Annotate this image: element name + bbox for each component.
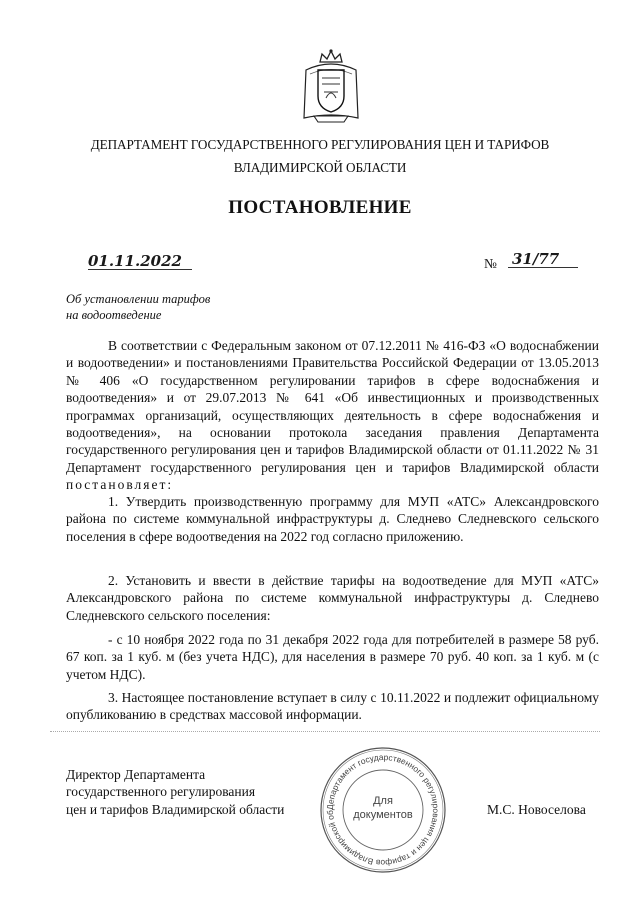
signatory-position	[66, 766, 284, 818]
position-line1: Директор Департамента	[66, 767, 206, 782]
department-name-line2: ВЛАДИМИРСКОЙ ОБЛАСТИ	[233, 160, 407, 175]
stamp-center-line1: Для	[373, 795, 393, 807]
document-subject	[66, 291, 210, 323]
item-2-paragraph	[66, 572, 599, 624]
item-1-text: 1. Утвердить производственную программу для МУП «АТС» Александровского района по системе коммунальной инфраструктуры д. Следнево Следневского сельского поселения в сфере водоотведения на 2022 год согласно приложению.	[66, 494, 599, 544]
item-3-text: 3. Настоящее постановление вступает в силу с 10.11.2022 и подлежит официальному опубликованию в средствах массовой информации.	[66, 690, 599, 723]
document-title: ПОСТАНОВЛЕНИЕ	[228, 197, 412, 218]
document-number	[508, 250, 578, 268]
coat-of-arms-emblem	[300, 48, 362, 124]
handwritten-date: 01.11.2022	[88, 252, 182, 270]
preamble-text: В соответствии с Федеральным законом от 07.12.2011 № 416-ФЗ «О водоснабжении и водоотведении» и постановлениями Правительства Российской Федерации от 13.05.2013 № 406 «О государственном регулировании тарифов в сфере водоснабжения и водоотведения» и от 29.07.2013 № 641 «Об инвестиционных и производственных программах организаций, осуществляющих деятельность в сфере водоснабжения и водоотведения», на основании протокола заседания правления Департамента государственного регулирования цен и тарифов Владимирской области от 01.11.2022 № 31 Департамент государственного регулирования цен и тарифов Владимирской области	[66, 338, 599, 475]
preamble-paragraph	[66, 337, 599, 494]
stamp-ring-text: Департамент государственного регулирования цен и тарифов Владимирской об	[324, 751, 442, 869]
position-line2: государственного регулирования	[66, 784, 256, 800]
item-2-tariff-text: - с 10 ноября 2022 года по 31 декабря 2022 года для потребителей в размере 58 руб. 67 коп. за 1 куб. м (без учета НДС), для населения в размере 70 руб. 40 коп. за 1 куб. м (с учетом НДС).	[66, 632, 599, 682]
stamp-center	[343, 794, 423, 822]
divider-line	[50, 731, 600, 732]
stamp-center-line2: документов	[353, 809, 413, 821]
item-2-text: 2. Установить и ввести в действие тарифы на водоотведение для МУП «АТС» Александровского района по системе коммунальной инфраструктуры д. Следнево Следневского сельского поселения:	[66, 573, 599, 623]
item-3-paragraph	[66, 689, 599, 724]
preamble-verb: постановляет:	[66, 477, 174, 493]
subject-line1: Об установлении тарифов	[66, 292, 211, 306]
position-line3: цен и тарифов Владимирской области	[66, 801, 285, 817]
item-1-paragraph	[66, 493, 599, 545]
number-label: №	[484, 256, 497, 271]
handwritten-number: 31/77	[512, 250, 560, 268]
department-name-line1: ДЕПАРТАМЕНТ ГОСУДАРСТВЕННОГО РЕГУЛИРОВАНИЯ ЦЕН И ТАРИФОВ	[90, 137, 550, 152]
signatory-name: М.С. Новоселова	[487, 802, 586, 817]
document-date	[88, 252, 192, 270]
subject-line2: на водоотведение	[66, 308, 162, 322]
official-stamp	[318, 745, 448, 875]
item-2-tariff-paragraph	[66, 631, 599, 683]
